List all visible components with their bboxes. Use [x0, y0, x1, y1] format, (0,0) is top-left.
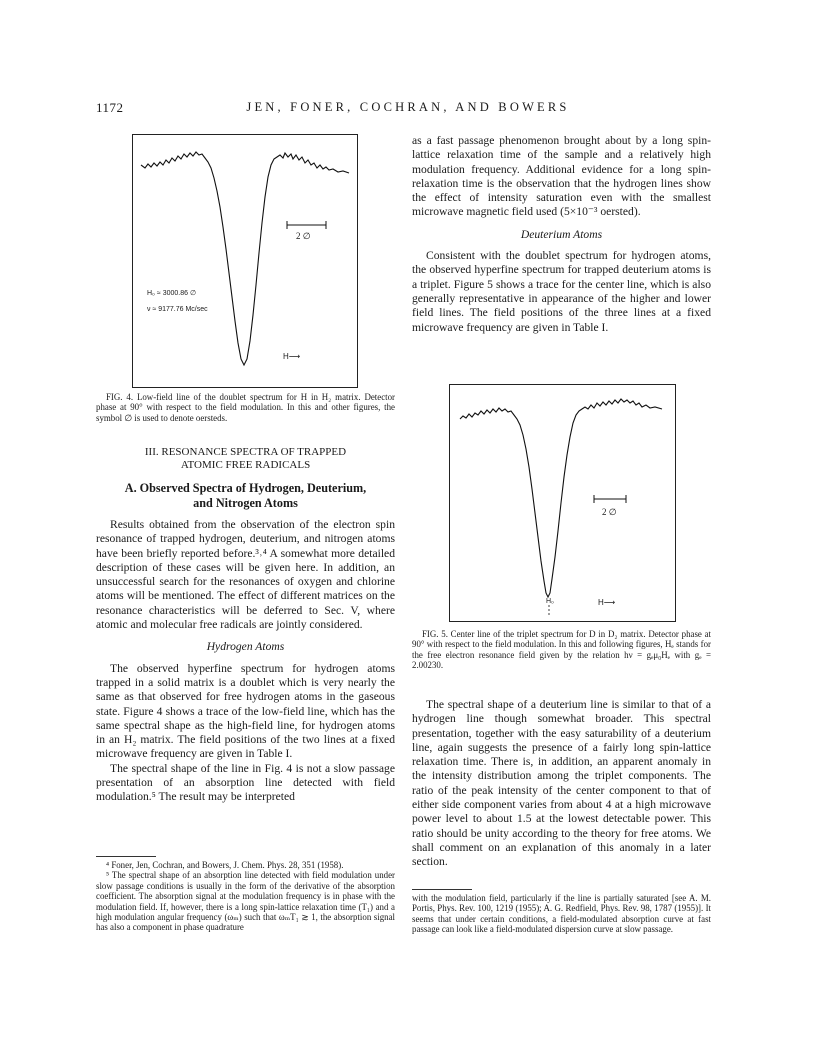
footnote-rule-right [412, 889, 472, 890]
section-heading-line-1: III. RESONANCE SPECTRA OF TRAPPED [144, 446, 347, 458]
paragraph-deuterium-shape: The spectral shape of a deuterium line is similar to that of a hydrogen line though somewhat broader. This spectral presentation, together with the easy saturability of a deuterium line, again suggests the presence of a fairly long spin-lattice relaxation time. There is, in addition, an apparent anomaly in the intensity distribution among the triplet components. The ratio of the peak intensity of the center component to that of either side component varies from about 4 at a high microwave power level to about 1.5 at the lowest detectable power. This ratio should be unity according to the theory for free atoms. We shall comment on an explanation of this anomaly in a later section. [412, 698, 711, 869]
figure-5-arrow-label: H⟶ [598, 598, 616, 607]
figure-4-arrow-label: H⟶ [283, 352, 301, 361]
paragraph-fast-passage: as a fast passage phenomenon brought about by a long spin-lattice relaxation time of the sample and a relatively high modulation frequency. Additional evidence for a long spin-relaxation time is the observation that the hydrogen lines show the effect of intensity saturation even with the smallest microwave magnetic field used (5×10⁻³ oersted). [412, 134, 711, 219]
section-heading-line-2: ATOMIC FREE RADICALS [180, 459, 311, 471]
figure-4-plot [132, 134, 358, 388]
figure-4-trace [133, 135, 357, 387]
heading-hydrogen-atoms: Hydrogen Atoms [206, 640, 285, 654]
figure-5-plot [449, 384, 676, 622]
footnote-rule-left [96, 856, 156, 857]
left-column [96, 446, 395, 805]
figure-5-scale-label: 2 ∅ [602, 507, 617, 517]
figure-5-caption: FIG. 5. Center line of the triplet spectrum for D in D₂ matrix. Detector phase at 90° with respect to the field modulation. In this and following figures, Hₑ stands for the free electron resonance field given by the relation hν = gₑμ₀Hₑ with gₑ = 2.00230. [412, 629, 711, 671]
heading-deuterium-atoms: Deuterium Atoms [520, 227, 603, 241]
running-title: JEN, FONER, COCHRAN, AND BOWERS [246, 100, 570, 114]
paragraph-spectral-shape: The spectral shape of the line in Fig. 4 is not a slow passage presentation of an absorption line detected with field modulation.⁵ The result may be interpreted [96, 761, 395, 804]
left-footnotes [96, 860, 395, 933]
right-column-bottom [412, 698, 711, 870]
figure-4-caption: FIG. 4. Low-field line of the doublet spectrum for H in H₂ matrix. Detector phase at 90° with respect to the field modulation. In this and other figures, the symbol ∅ is used to denote oersteds. [96, 392, 395, 423]
figure-5-trace [450, 385, 675, 621]
figure-4-field-label: H₀ ≈ 3000.86 ∅ [147, 290, 197, 297]
paragraph-deuterium-triplet: Consistent with the doublet spectrum for hydrogen atoms, the observed hyperfine spectrum for trapped deuterium atoms is a triplet. Figure 5 shows a trace for the center line, which is also generally representative in appearance of the higher and lower field lines. The field positions of the three lines at a fixed microwave frequency are given in Table I. [412, 249, 711, 334]
footnote-4: ⁴ Foner, Jen, Cochran, and Bowers, J. Chem. Phys. 28, 351 (1958). [106, 860, 344, 870]
subsection-heading-line-1: A. Observed Spectra of Hydrogen, Deuterium, [124, 481, 367, 495]
footnote-continuation: with the modulation field, particularly if the line is partially saturated [see A. M. Portis, Phys. Rev. 100, 1219 (1955); A. G. Redfield, Phys. Rev. 98, 1787 (1955)]. It seems that under certain conditions, a field-modulated absorption curve at fast passage can look like a field-modulated dispersion curve at slow passage. [412, 893, 711, 935]
figure-4-scale-label: 2 ∅ [296, 231, 311, 241]
figure-4-frequency-label: ν ≈ 9177.76 Mc/sec [147, 306, 208, 313]
paragraph-results: Results obtained from the observation of the electron spin resonance of trapped hydrogen, deuterium, and nitrogen atoms have been briefly reported before.³˒⁴ A somewhat more detailed description of these cases will be given here. In addition, an unsuccessful search for the resonances of oxygen and chlorine atoms will be mentioned. The effect of different matrices on the resonance characteristics will be deferred to Sec. V, where atomic and molecular free radicals are jointly considered. [96, 518, 395, 632]
figure-5-h0-label: H₀ [546, 598, 554, 605]
paragraph-hydrogen-spectrum: The observed hyperfine spectrum for hydrogen atoms trapped in a solid matrix is a doublet which is very nearly the same as that observed for free hydrogen atoms in the gaseous state. Figure 4 shows a trace of the low-field line, which has the same spectral shape as the high-field line, for hydrogen atoms in an H₂ matrix. The field positions of the two lines at a fixed microwave frequency are given in Table I. [96, 661, 395, 761]
footnote-5: ⁵ The spectral shape of an absorption line detected with field modulation under slow passage conditions is usually in the form of the derivative of the absorption coefficient. The absorption signal at the modulation frequency is in phase with the modulation field. If, however, there is a long spin-lattice relaxation time (T₁) and a high modulation angular frequency (ωₘ) such that ωₘT₁ ≳ 1, the absorption signal has also a component in phase quadrature [96, 870, 395, 933]
subsection-heading-line-2: and Nitrogen Atoms [193, 496, 298, 510]
right-column-top [412, 134, 711, 335]
page-number: 1172 [96, 100, 124, 115]
